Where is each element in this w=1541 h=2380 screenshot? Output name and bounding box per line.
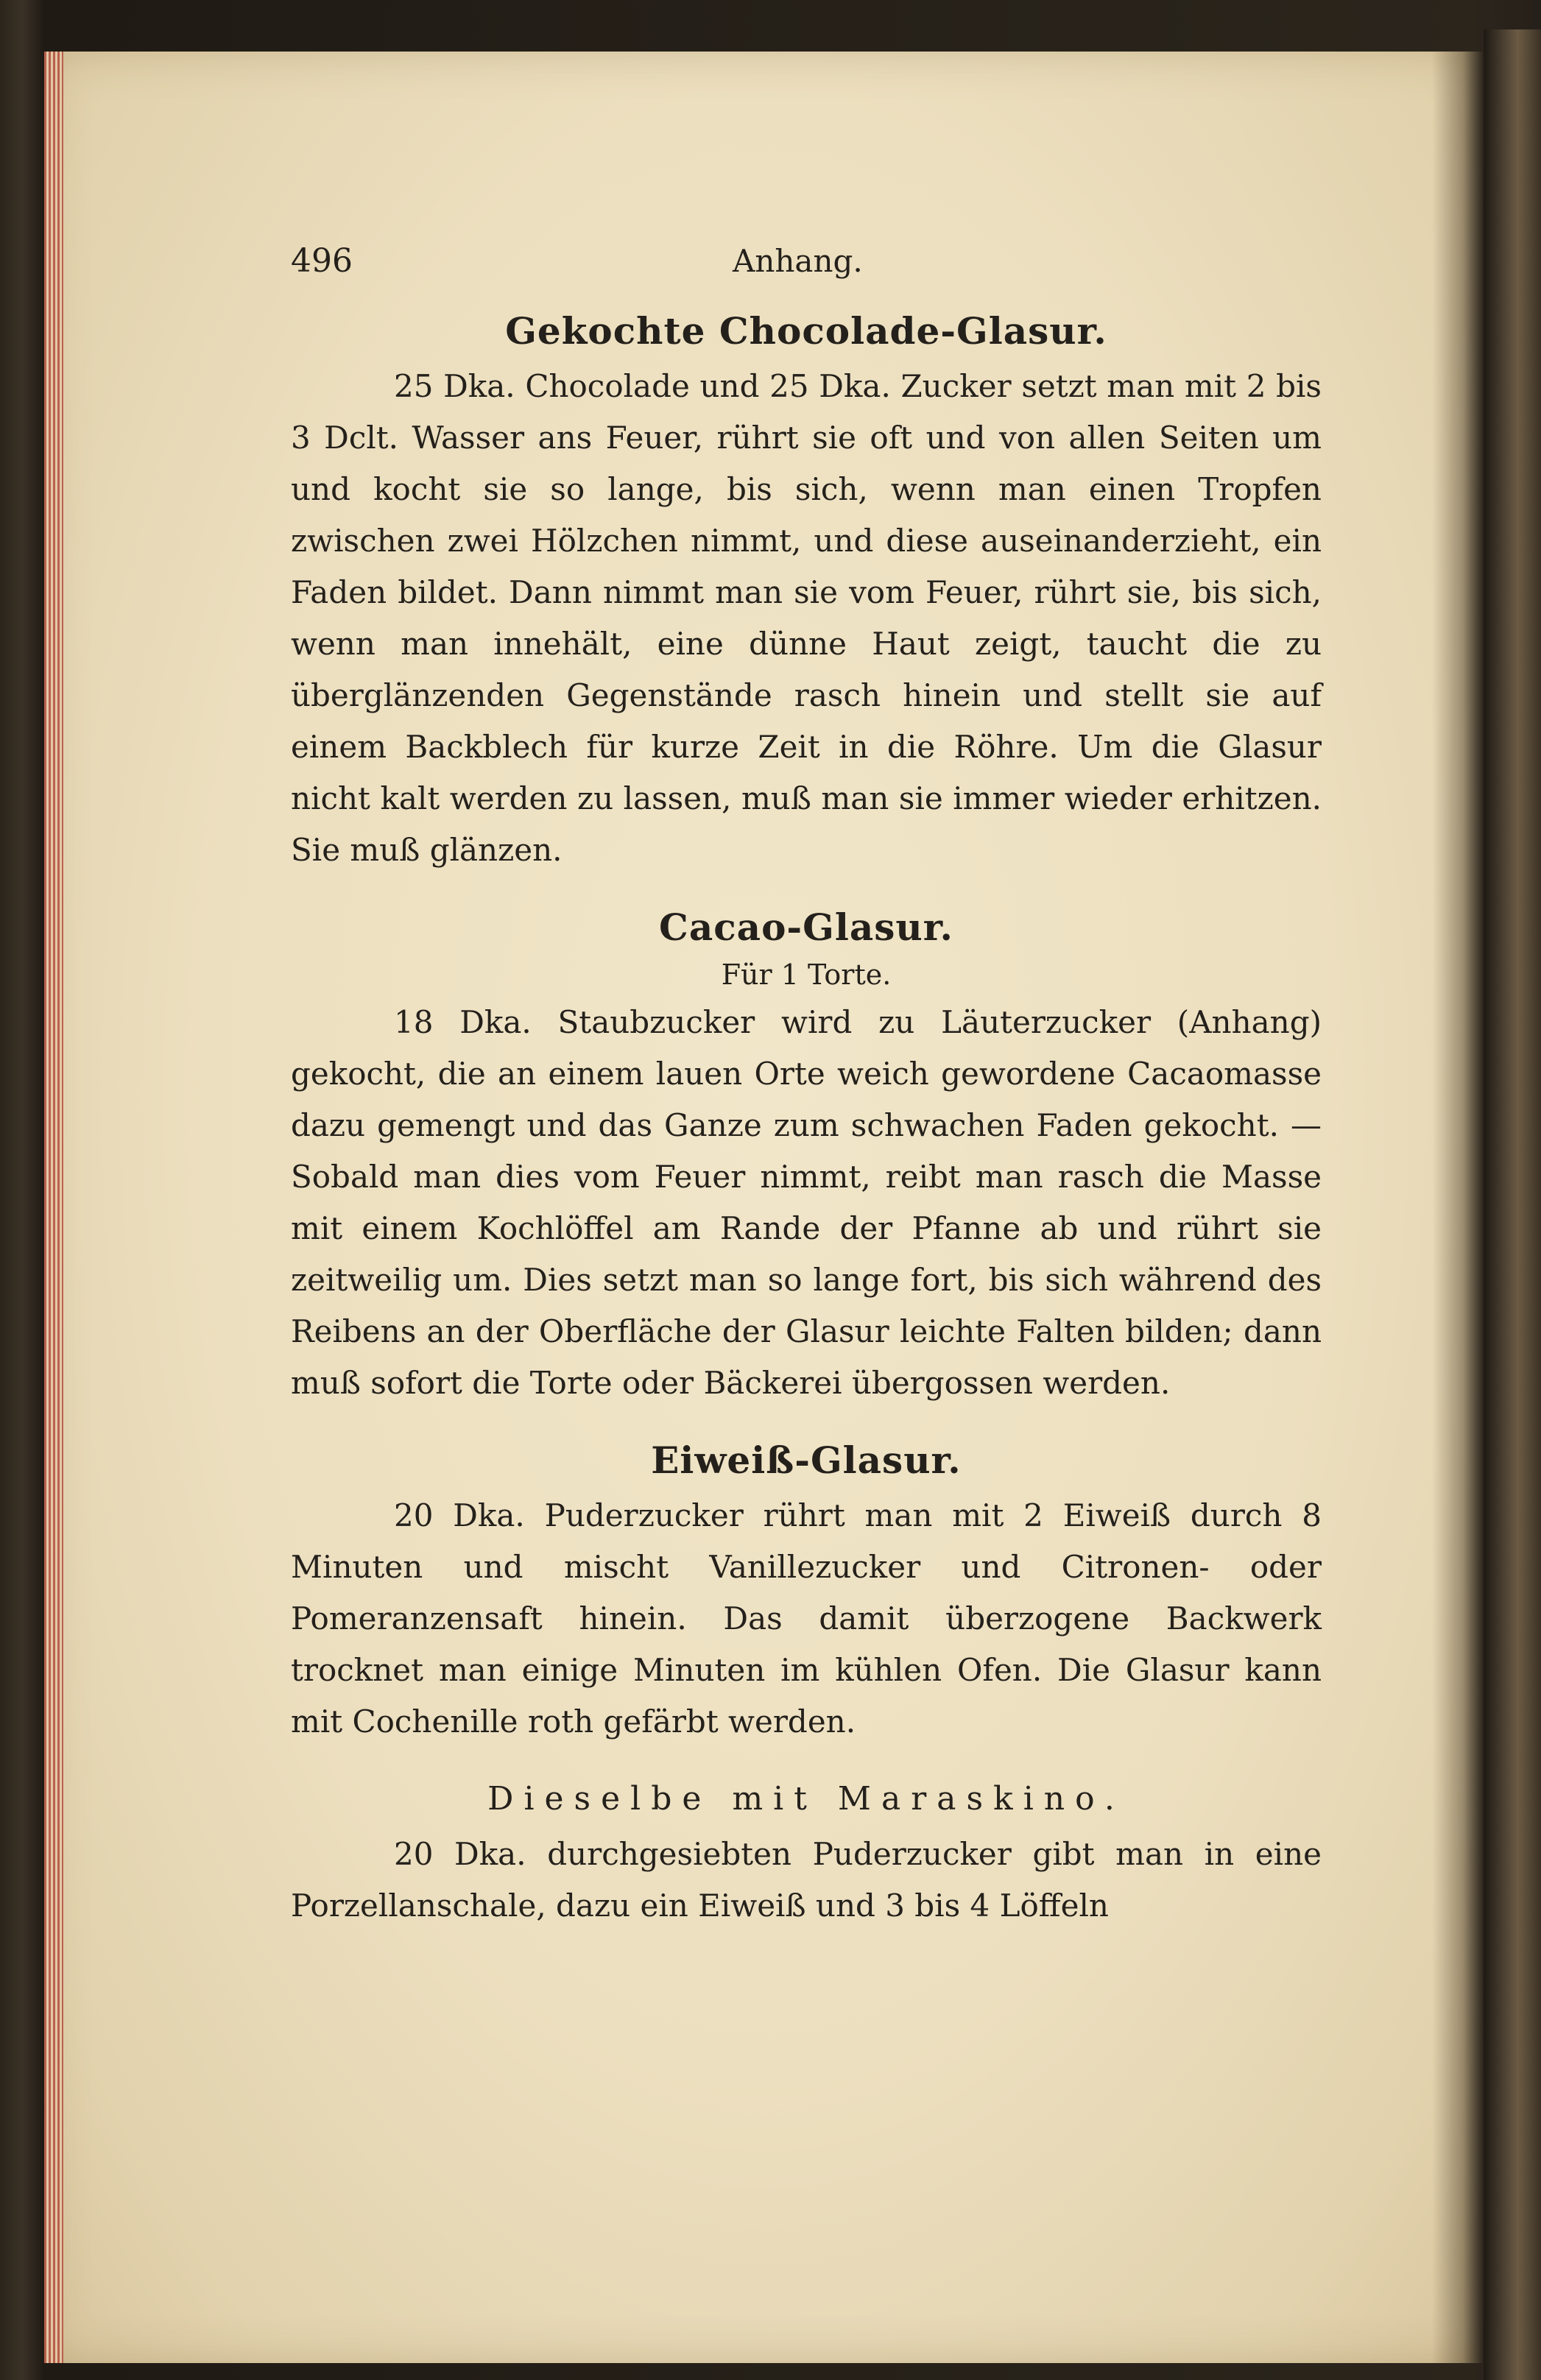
page-header [291, 221, 1322, 302]
recipe-text: 25 Dka. Chocolade und 25 Dka. Zucker setzt man mit 2 bis 3 Dclt. Wasser ans Feuer, rührt sie oft und von allen Seiten um und kocht sie so lange, bis sich, wenn man einen Tropfen zwischen zwei Hölzchen nimmt, und diese auseinanderzieht, ein Faden bildet. Dann nimmt man sie vom Feuer, rührt sie, bis sich, wenn man innehält, eine dünne Haut zeigt, taucht die zu überglänzenden Gegenstände rasch hinein und stellt sie auf einem Backblech für kurze Zeit in die Röhre. Um die Glasur nicht kalt werden zu lassen, muß man sie immer wieder erhitzen. Sie muß glänzen. [291, 368, 1322, 868]
recipe-title: Cacao-Glasur. [659, 905, 953, 949]
book-spine [1484, 29, 1541, 2380]
recipe-title-spaced: Dieselbe mit Maraskino. [487, 1780, 1125, 1818]
page-number: 496 [291, 242, 353, 280]
page-text-block [291, 221, 1322, 1932]
recipe-maraskino [291, 1770, 1322, 1932]
recipe-cacao-glasur [291, 898, 1322, 1409]
recipe-text: 20 Dka. durchgesiebten Puderzucker gibt man in eine Porzellanschale, dazu ein Eiweiß und 3 bis 4 Löffeln [291, 1836, 1322, 1924]
red-page-edge [44, 52, 63, 2363]
page-gutter-shadow [1432, 52, 1484, 2363]
running-title: Anhang. [733, 243, 863, 279]
recipe-subtitle: Für 1 Torte. [721, 958, 892, 991]
recipe-text: 18 Dka. Staubzucker wird zu Läuterzucker (Anhang) gekocht, die an einem lauen Orte weich gewordene Cacaomasse dazu gemengt und das Ganze zum schwachen Faden gekocht. — Sobald man dies vom Feuer nimmt, reibt man rasch die Masse mit einem Kochlöffel am Rande der Pfanne ab und rührt sie zeitweilig um. Dies setzt man so lange fort, bis sich während des Reibens an der Oberfläche der Glasur leichte Falten bilden; dann muß sofort die Torte oder Bäckerei übergossen werden. [291, 1004, 1322, 1401]
recipe-text: 20 Dka. Puderzucker rührt man mit 2 Eiweiß durch 8 Minuten und mischt Vanillezucker und Citronen- oder Pomeranzensaft hinein. Das damit überzogene Backwerk trocknet man einige Minuten im kühlen Ofen. Die Glasur kann mit Cochenille roth gefärbt werden. [291, 1497, 1322, 1740]
recipe-title: Gekochte Chocolade-Glasur. [505, 309, 1107, 353]
recipe-eiweiss-glasur [291, 1431, 1322, 1748]
recipe-title: Eiweiß-Glasur. [651, 1438, 962, 1482]
recipe-chocolade-glasur [291, 302, 1322, 876]
